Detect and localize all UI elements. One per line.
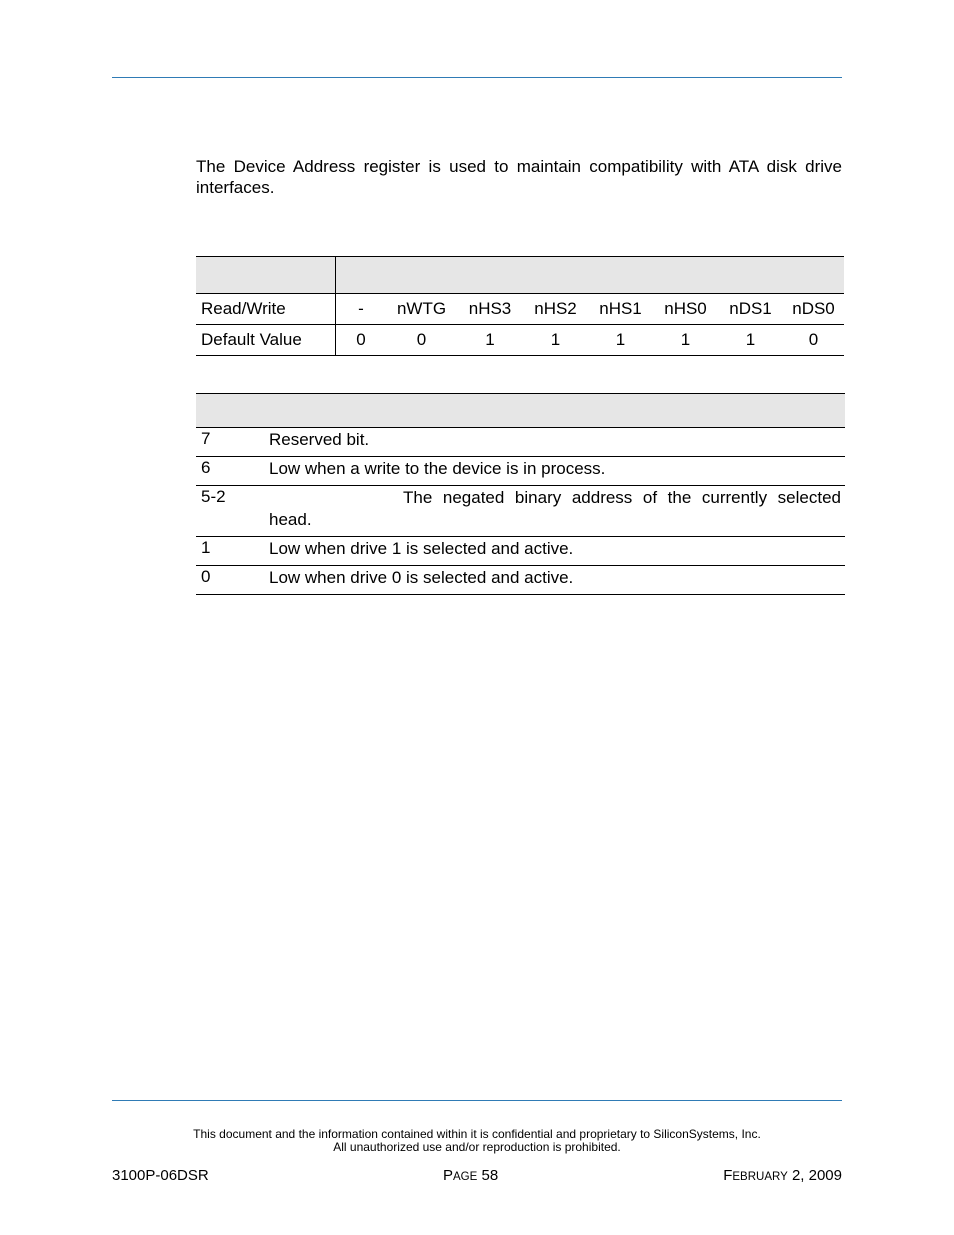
bit-description: Low when drive 1 is selected and active. (269, 537, 845, 566)
table-row (196, 294, 844, 325)
notice-line: All unauthorized use and/or reproduction is prohibited. (333, 1140, 621, 1154)
bit-description: Low when drive 0 is selected and active. (269, 566, 845, 595)
confidentiality-notice (112, 1128, 842, 1154)
bit-number: 5-2 (196, 486, 269, 537)
page-number: PAGE 58 (443, 1167, 499, 1184)
bit-cell: 0 (336, 325, 387, 356)
bit-description-table (196, 393, 845, 595)
register-header-value (336, 257, 845, 294)
notice-line: This document and the information contained within it is confidential and proprietary to SiliconSystems, Inc. (193, 1127, 761, 1141)
bit-cell: 1 (588, 325, 653, 356)
bit-description: Reserved bit. (269, 428, 845, 457)
bit-cell: 0 (386, 325, 457, 356)
row-label: Read/Write (196, 294, 336, 325)
bit-number: 1 (196, 537, 269, 566)
table-row (196, 566, 845, 595)
document-date: FEBRUARY 2, 2009 (723, 1167, 842, 1184)
bit-cell: 0 (783, 325, 844, 356)
bit-cell: 1 (457, 325, 523, 356)
description-table-header (196, 394, 845, 428)
document-id: 3100P-06DSR (112, 1167, 209, 1184)
bit-cell: nDS1 (718, 294, 783, 325)
bit-cell: - (336, 294, 387, 325)
bit-cell: nDS0 (783, 294, 844, 325)
intro-paragraph: The Device Address register is used to maintain compatibility with ATA disk drive interfaces. (196, 157, 842, 197)
bit-cell: nHS1 (588, 294, 653, 325)
bit-cell: 1 (653, 325, 718, 356)
bit-cell: nHS2 (523, 294, 588, 325)
bit-description: Low when a write to the device is in process. (269, 457, 845, 486)
bit-description: The negated binary address of the currently selected head. (269, 486, 845, 537)
header-rule (112, 77, 842, 78)
table-row (196, 428, 845, 457)
table-row (196, 325, 844, 356)
bit-cell: nWTG (386, 294, 457, 325)
description-header-cell (196, 394, 845, 428)
bit-cell: nHS0 (653, 294, 718, 325)
table-row (196, 457, 845, 486)
footer-rule (112, 1100, 842, 1101)
table-row (196, 537, 845, 566)
table-row (196, 486, 845, 537)
bit-number: 6 (196, 457, 269, 486)
bit-number: 0 (196, 566, 269, 595)
bit-cell: 1 (718, 325, 783, 356)
register-header-label (196, 257, 336, 294)
register-bit-table (196, 256, 844, 356)
register-table-header (196, 257, 844, 294)
bit-number: 7 (196, 428, 269, 457)
row-label: Default Value (196, 325, 336, 356)
bit-cell: nHS3 (457, 294, 523, 325)
bit-cell: 1 (523, 325, 588, 356)
